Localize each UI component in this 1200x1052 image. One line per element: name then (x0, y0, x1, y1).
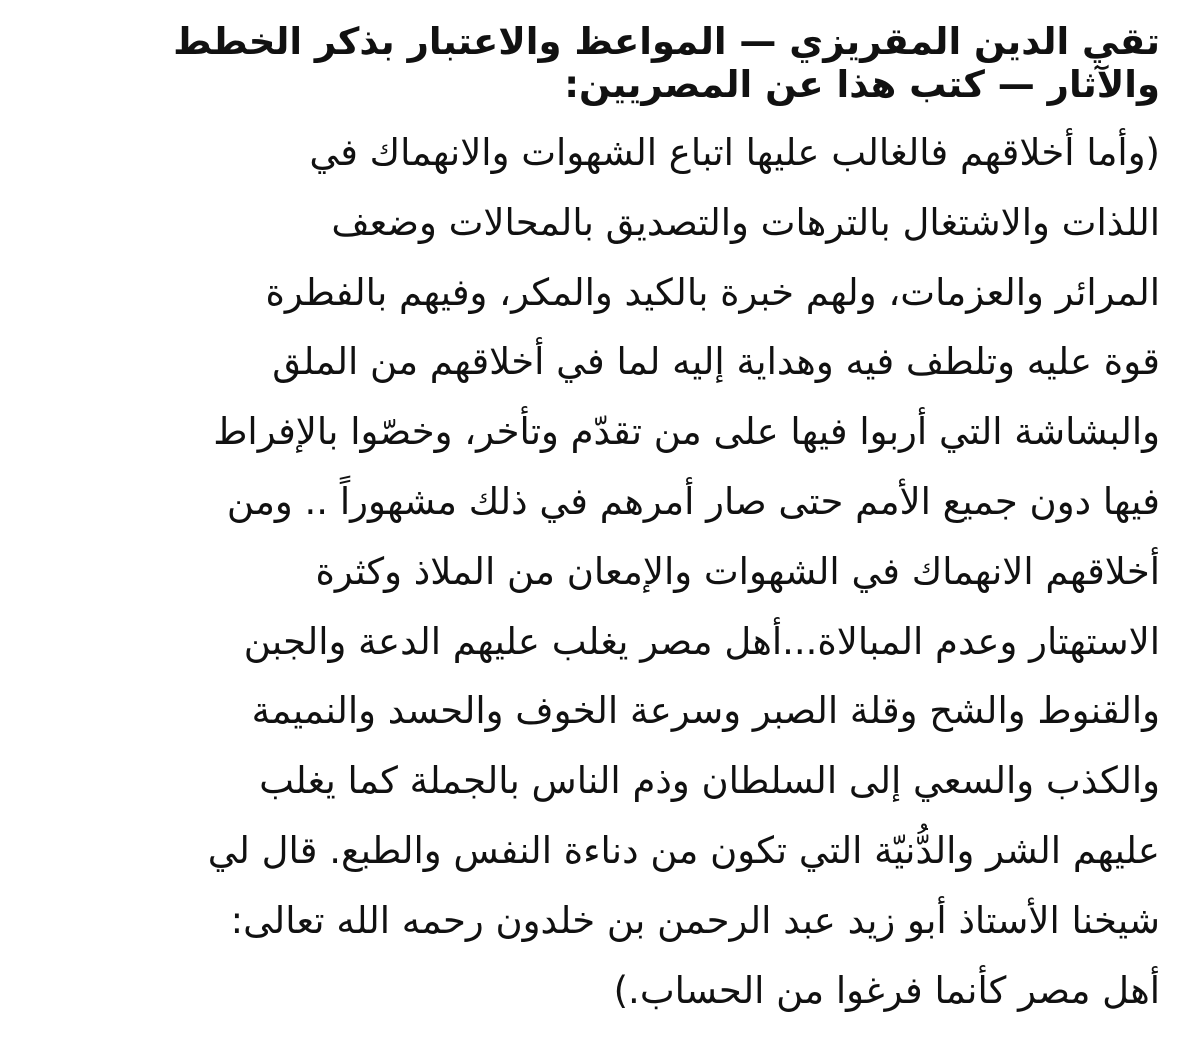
passage-line: أهل مصر كأنما فرغوا من الحساب.) (613, 968, 1160, 1012)
passage-line: والكذب والسعي إلى السلطان وذم الناس بالجملة كما يغلب (259, 759, 1160, 803)
passage-line: الاستهتار وعدم المبالاة...أهل مصر يغلب عليهم الدعة والجبن (243, 619, 1160, 663)
passage-line: اللذات والاشتغال بالترهات والتصديق بالمحالات وضعف (331, 200, 1160, 244)
passage-line: أخلاقهم الانهماك في الشهوات والإمعان من الملاذ وكثرة (315, 549, 1160, 593)
passage-line: فيها دون جميع الأمم حتى صار أمرهم في ذلك مشهوراً .. ومن (226, 479, 1160, 523)
passage-line: والقنوط والشح وقلة الصبر وسرعة الخوف والحسد والنميمة (251, 689, 1160, 733)
document-page (40, 20, 1160, 1035)
passage-line: المرائر والعزمات، ولهم خبرة بالكيد والمكر، وفيهم بالفطرة (265, 270, 1160, 314)
passage-line: عليهم الشر والدُّنيّة التي تكون من دناءة النفس والطبع. قال لي (207, 828, 1160, 872)
passage-line: والبشاشة التي أربوا فيها على من تقدّم وتأخر، وخصّوا بالإفراط (213, 410, 1160, 454)
passage-line: (وأما أخلاقهم فالغالب عليها اتباع الشهوات والانهماك في (309, 131, 1160, 174)
document-title (40, 20, 1160, 106)
title-line: والآثار — كتب هذا عن المصريين: (564, 63, 1160, 106)
passage-line: قوة عليه وتلطف فيه وهداية إليه لما في أخلاقهم من الملق (272, 340, 1160, 384)
passage-line: شيخنا الأستاذ أبو زيد عبد الرحمن بن خلدون رحمه الله تعالى: (230, 898, 1160, 942)
title-line: تقي الدين المقريزي — المواعظ والاعتبار بذكر الخطط (173, 20, 1160, 63)
quoted-passage (40, 118, 1160, 1025)
